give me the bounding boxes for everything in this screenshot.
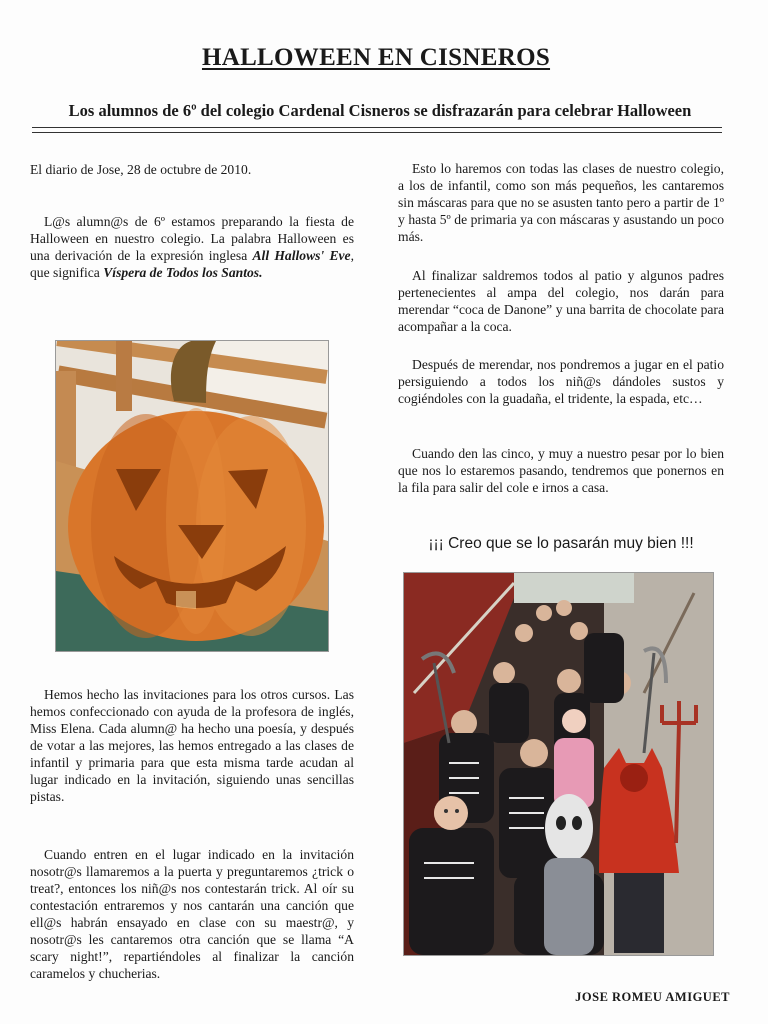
students-illustration [404,573,713,955]
invitations-text: Hemos hecho las invitaciones para los otros cursos. Las hemos confeccionado con ayuda de la profesora de inglés, Miss Elena. Cada alumn@ ha hecho una poesía, y después de votar a las mejores, las hemos entregado a las clases de infantil y primaria para que esta misma tarde acudan al lugar indicado en la invitación, siguiendo unas sencillas pistas. [30,687,354,804]
snack-paragraph [398,267,724,335]
page-title: HALLOWEEN EN CISNEROS [201,44,551,71]
intro-paragraph [30,213,354,281]
intro-text-2: , que significa [30,248,354,280]
playground-paragraph [398,356,724,407]
page-subtitle: Los alumnos de 6º del colegio Cardenal Cisneros se disfrazarán para celebrar Halloween [68,101,692,120]
trick-or-treat-paragraph [30,846,354,982]
playground-text: Después de merendar, nos pondremos a jugar en el patio persiguiendo a todos los niñ@s dándoles sustos y cogiéndoles con la guadaña, el tridente, la espada, etc… [398,357,724,406]
exclamation-line: ¡¡¡ Creo que se lo pasarán muy bien !!! [428,535,694,552]
snack-text: Al finalizar saldremos todos al patio y algunos padres pertenecientes al ampa del colegio, nos darán para merendar “coca de Danone” y una barrita de chocolate para acompañar a la coca. [398,268,724,334]
dateline: El diario de Jose, 28 de octubre de 2010. [30,162,252,177]
costumed-students-photo [403,572,714,956]
classes-text: Esto lo haremos con todas las clases de nuestro colegio, a los de infantil, como son más pequeños, les cantaremos sin máscaras para que no se asusten tanto pero a partir de 1º y hasta 5º de primaria ya con máscaras y asustando un poco más. [398,161,724,244]
intro-text-1: L@s alumn@s de 6º estamos preparando la fiesta de Halloween en nuestro colegio. La palabra Halloween es una derivación de la expresión inglesa [30,214,354,263]
author-signature: JOSE ROMEU AMIGUET [575,990,730,1004]
classes-paragraph [398,160,724,245]
invitations-paragraph [30,686,354,805]
trick-or-treat-text: Cuando entren en el lugar indicado en la invitación nosotr@s llamaremos a la puerta y preguntaremos ¿trick o treat?, entonces los niñ@s nos contestarán trick. Al oír su contestación entraremos y nos cantarán una canción que ell@s habrán ensayado en clase con su maestr@, y nosotr@s les cantaremos otra canción que se llama “A scary night!”, repartiéndoles al finalizar la canción caramelos y chucherias. [30,847,354,981]
intro-meaning: Víspera de Todos los Santos. [103,265,263,280]
going-home-paragraph [398,445,724,496]
pumpkin-photo [55,340,329,652]
pumpkin-illustration [56,341,328,651]
intro-term: All Hallows' Eve [252,248,351,263]
double-divider [32,127,722,133]
going-home-text: Cuando den las cinco, y muy a nuestro pesar por lo bien que nos lo estaremos pasando, tendremos que ponernos en la fila para salir del cole e irnos a casa. [398,446,724,495]
